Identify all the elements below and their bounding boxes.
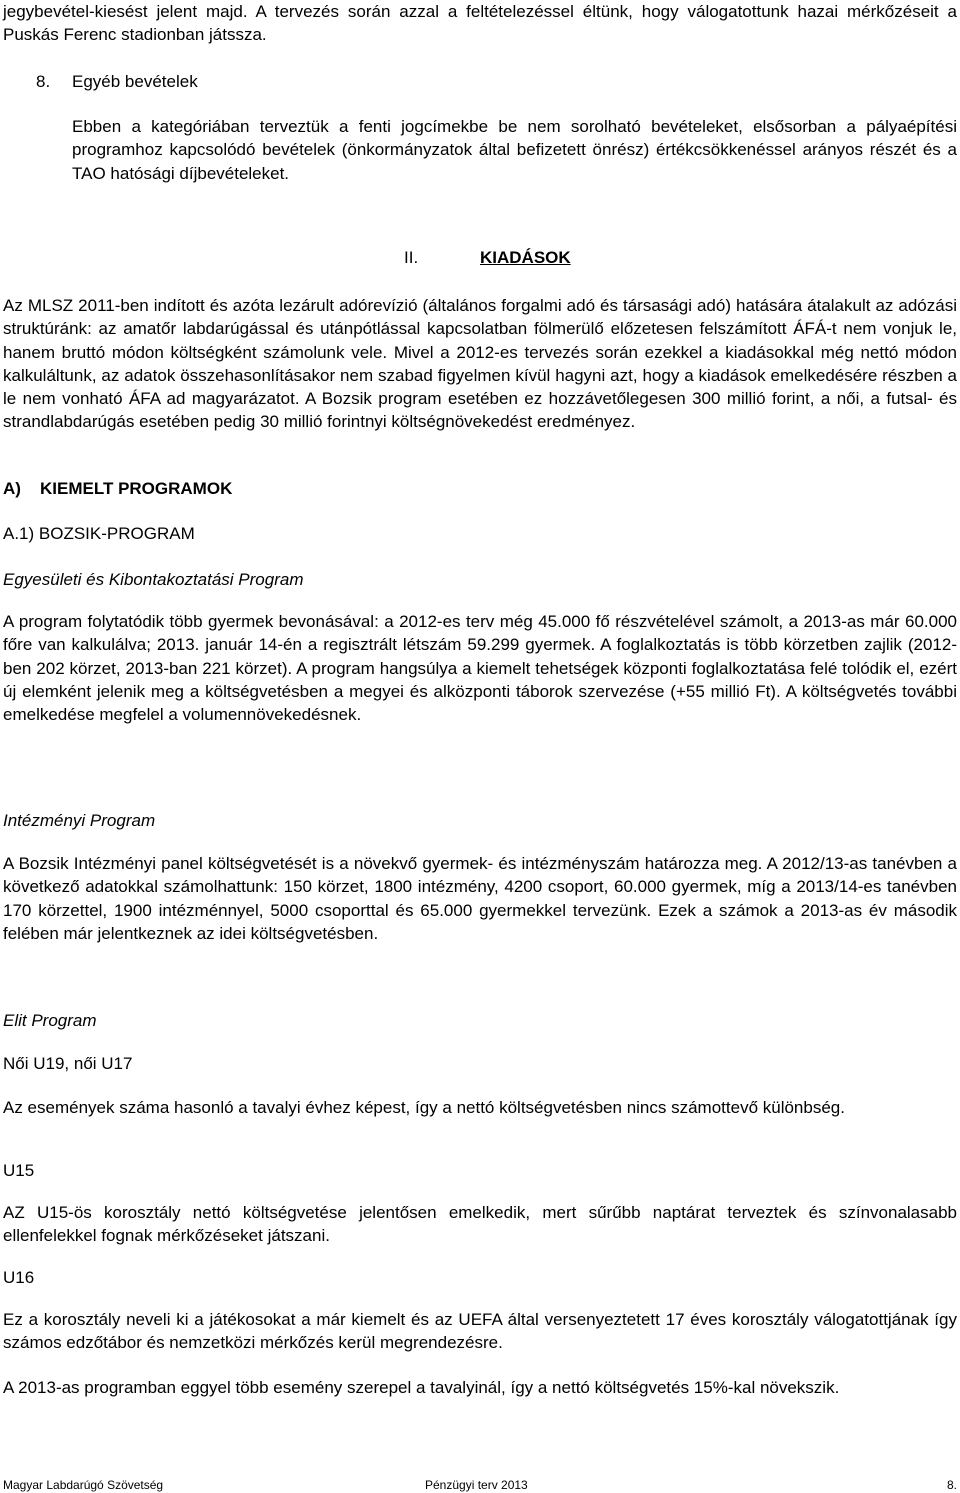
footer-organization: Magyar Labdarúgó Szövetség: [3, 1478, 164, 1492]
subsection-a1-title: A.1) BOZSIK-PROGRAM: [3, 524, 195, 543]
u15-title: U15: [3, 1161, 35, 1180]
footer-document-title: Pénzügyi terv 2013: [425, 1478, 528, 1492]
egyesuleti-program-title: Egyesületi és Kibontakoztatási Program: [3, 570, 304, 589]
egyesuleti-program-paragraph: A program folytatódik több gyermek bevonásával: a 2012-es terv még 45.000 fő részvételével számolt, a 2013-as már 60.000 főre van kalkulálva; 2013. január 14-én a regisztrált létszám 59.299 gyermek. A foglalkoztatás is több körzetben zajlik (2012-ben 202 körzet, 2013-ban 221 körzet). A program hangsúlya a kiemelt tehetségek központi foglalkoztatása felé tolódik el, ezért új elemként jelenik meg a költségvetésben a megyei és alközponti táborok szervezése (+55 millió Ft). A költségvetés további emelkedése megfelel a volumennövekedésnek.: [3, 612, 957, 725]
page-footer: [3, 1478, 957, 1492]
intezmenyi-program-paragraph: A Bozsik Intézményi panel költségvetését is a növekvő gyermek- és intézményszám határozza meg. A 2012/13-as tanévben a következő adatokkal számolhattunk: 150 körzet, 1800 intézmény, 4200 csoport, 60.000 gyermek, míg a 2013/14-es tanévben 170 körzettel, 1900 intézménnyel, 5000 csoporttal és 65.000 gyermekkel tervezünk. Ezek a számok a 2013-as év második felében már jelentkeznek az idei költségvetésben.: [3, 854, 957, 943]
section-a-label: A): [3, 479, 21, 498]
elit-program-title: Elit Program: [3, 1011, 97, 1030]
u16-title: U16: [3, 1268, 35, 1287]
u15-paragraph: AZ U15-ös korosztály nettó költségvetése jelentősen emelkedik, mert sűrűbb naptárat terveztek és színvonalasabb ellenfelekkel fognak mérkőzéseket játszani.: [3, 1203, 957, 1246]
noi-u19-u17-paragraph: Az események száma hasonló a tavalyi évhez képest, így a nettó költségvetésben nincs számottevő különbség.: [3, 1098, 845, 1117]
section-a-heading: [3, 477, 957, 500]
section-ii-number: II.: [404, 248, 419, 267]
u16-paragraph: Ez a korosztály neveli ki a játékosokat a már kiemelt és az UEFA által versenyeztetett 17 éves korosztály válogatottjának így számos edzőtábor és nemzetközi mérkőzés kerül megrendezésre.: [3, 1310, 957, 1353]
section-8-number: 8.: [36, 72, 51, 91]
intro-paragraph: jegybevétel-kiesést jelent majd. A tervezés során azzal a feltételezéssel éltünk, hogy válogatottunk hazai mérkőzéseit a Puskás Ferenc stadionban játssza.: [3, 2, 957, 45]
elit-summary-paragraph: A 2013-as programban eggyel több esemény szerepel a tavalyinál, így a nettó költségvetés 15%-kal növekszik.: [3, 1378, 840, 1397]
section-ii-paragraph: Az MLSZ 2011-ben indított és azóta lezárult adórevízió (általános forgalmi adó és társasági adó) hatására átalakult az adózási struktúránk: az amatőr labdarúgással és utánpótlással kapcsolatban fölmerülő előzetesen felszámított ÁFÁ-t nem vonjuk le, hanem bruttó módon költségként számolunk vele. Mivel a 2012-es tervezés során ezekkel a kiadásokkal még nettó módon kalkuláltunk, az adatok összehasonlításakor nem szabad figyelmen kívül hagyni azt, hogy a kiadások emelkedésére részben a le nem vonható ÁFA ad magyarázatot. A Bozsik program esetében ez hozzávetőlegesen 300 millió forint, a női, a futsal- és strandlabdarúgás esetében pedig 30 millió forintnyi költségnövekedést eredményez.: [3, 296, 957, 432]
section-a-title: KIEMELT PROGRAMOK: [40, 479, 233, 498]
section-8-paragraph: Ebben a kategóriában terveztük a fenti jogcímekbe be nem sorolható bevételeket, elsősorban a pályaépítési programhoz kapcsolódó bevételek (önkormányzatok által befizetett önrész) értékcsökkenéssel arányos részét és a TAO hatósági díjbevételeket.: [72, 117, 957, 183]
noi-u19-u17-title: Női U19, női U17: [3, 1054, 133, 1073]
section-8-title: Egyéb bevételek: [72, 72, 198, 91]
intezmenyi-program-title: Intézményi Program: [3, 811, 156, 830]
section-ii-heading: [404, 248, 571, 268]
footer-page-number: 8.: [946, 1478, 957, 1492]
section-ii-title: KIADÁSOK: [480, 248, 571, 267]
section-8-heading: [36, 70, 957, 93]
